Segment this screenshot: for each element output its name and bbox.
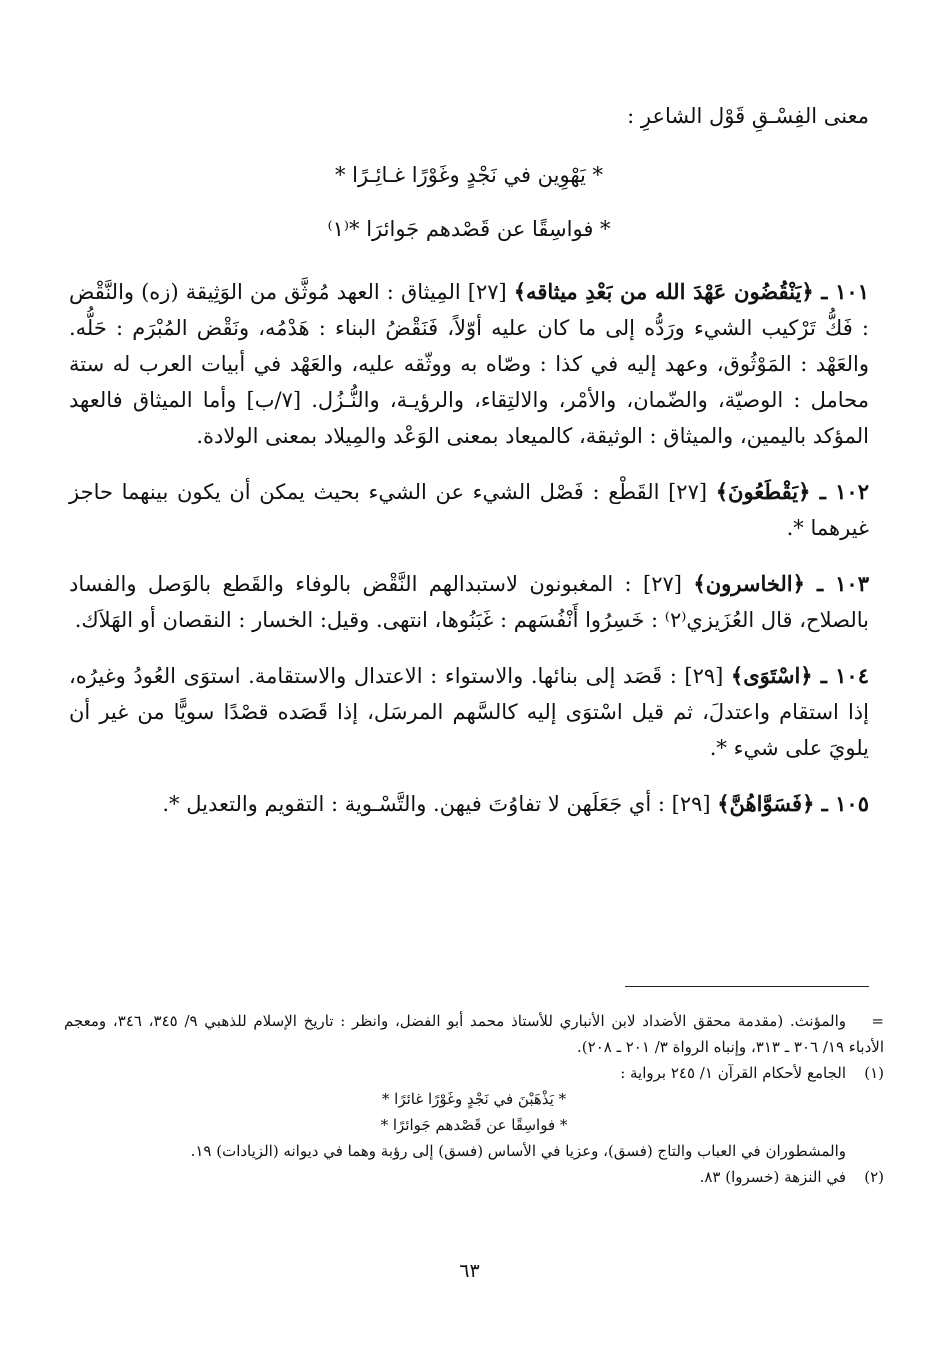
footnote-2-text: في النزهة (خسروا) ٨٣. [699,1168,846,1186]
footnotes [64,1008,884,1190]
footnote-separator [625,986,869,987]
entry-105-head: ١٠٥ ـ ﴿فَسَوَّاهُنَّ﴾ [717,791,869,816]
poem-verse-2: * فواسِقًا عن قَصْدهم جَوائرَا *⁽١⁾ [327,217,611,241]
footnote-1-text: الجامع لأحكام القرآن ١/ ٢٤٥ برواية : [620,1064,846,1082]
poem-verses [69,148,869,256]
page-number: ٦٣ [459,1260,480,1282]
continuation-mark: = [871,1012,884,1030]
footnote-2 [64,1164,884,1190]
footnote-continuation [64,1008,884,1060]
entry-101 [69,274,869,454]
entry-104-body: [٢٩] : قَصَد إلى بنائها. والاستواء : الاعتدال والاستقامة. استوَى العُودُ وغيرُه، إذا استقام واعتدلَ، ثم قيل اسْتوَى إليه كالسَّهم المرسَل، إذا قَصَده قصْدًا سويًّا من غير أن يلويَ على شيء *. [69,664,869,760]
entry-102-head: ١٠٢ ـ ﴿يَقْطَعُونَ﴾ [715,479,869,504]
footnote-1-verse-2: * فواسِقًا عن قَصْدهم جَوائرًا * [380,1116,568,1134]
poem-verse-1: * يَهْوِين في نَجْدٍ وغَوْرًا غـائِـرًا * [334,163,604,187]
footnote-continuation-text: والمؤنث. (مقدمة محقق الأضداد لابن الأنباري للأستاذ محمد أبو الفضل، وانظر : تاريخ الإسلام للذهبي ٩/ ٣٤٥، ٣٤٦، ومعجم الأدباء ١٩/ ٣٠٦ ـ ٣١٣، وإنباه الرواة ٣/ ٢٠١ ـ ٢٠٨). [64,1012,884,1056]
entry-105-body: [٢٩] : أي جَعَلَهن لا تفاوُتَ فيهن. والتَّسْـوية : التقويم والتعديل *. [162,792,718,816]
footnote-1-after: والمشطوران في العباب والتاج (فسق)، وعزيا في الأساس (فسق) إلى رؤبة وهما في ديوانه (الزيادات) ١٩. [190,1142,846,1160]
footnote-1-number: (١) [864,1064,884,1082]
footnote-2-number: (٢) [864,1168,884,1186]
footnote-1-verse-1: * يَذْهَبْنَ في نَجْدٍ وغَوْرًا غائرًا * [381,1090,567,1108]
entry-105 [69,786,869,822]
entry-101-head: ١٠١ ـ ﴿يَنْقُضُون عَهْدَ الله من بَعْدِ ميثاقه﴾ [513,279,869,304]
entry-102 [69,474,869,546]
entry-104 [69,658,869,766]
intro-line: معنى الفِسْـقِ قَوْل الشاعرِ : [627,104,869,128]
entry-104-head: ١٠٤ ـ ﴿اسْتَوَى﴾ [730,663,869,688]
entry-103 [69,566,869,638]
footnote-1 [64,1060,884,1086]
entry-102-body: [٢٧] القَطْع : فَصْل الشيء عن الشيء بحيث يمكن أن يكون بينهما حاجز غيرهما *. [69,480,869,540]
entry-101-body: [٢٧] المِيثاق : العهد مُوثَّق من الوَثِيقة (زه) والنَّقْض : فَكُّ تَرْكيب الشيء ورَدُّه إلى ما كان عليه أوّلاً، فَنَقْضُ البناء : هَدْمُه، ونَقْض المُبْرَم : حَلُّه. والعَهْد : المَوْثُوق، وعهد إليه في كذا : وصّاه به ووثّقه عليه، والعَهْد في أبيات العرب له ستة محامل : الوصيّة، والضّمان، والأمْر، والالتِقاء، والرؤيـة، والنُّـزُل. [٧/ب] وأما الميثاق فالعهد المؤكد باليمين، والميثاق : الوثيقة، كالميعاد بمعنى الوَعْد والمِيلاد بمعنى الولادة. [69,280,869,448]
entry-103-body: [٢٧] : المغبونون لاستبدالهم النَّقْض بالوفاء والقَطع بالوَصل والفساد بالصلاح، قال العُزَيزي⁽٢⁾ : خَسِرُوا أَنْفُسَهم : غَبَنُوها، انتهى. وقيل: الخسار : النقصان أو الهَلاَك. [69,572,869,632]
main-text [69,98,869,842]
entry-103-head: ١٠٣ ـ ﴿الخاسرون﴾ [693,571,869,596]
